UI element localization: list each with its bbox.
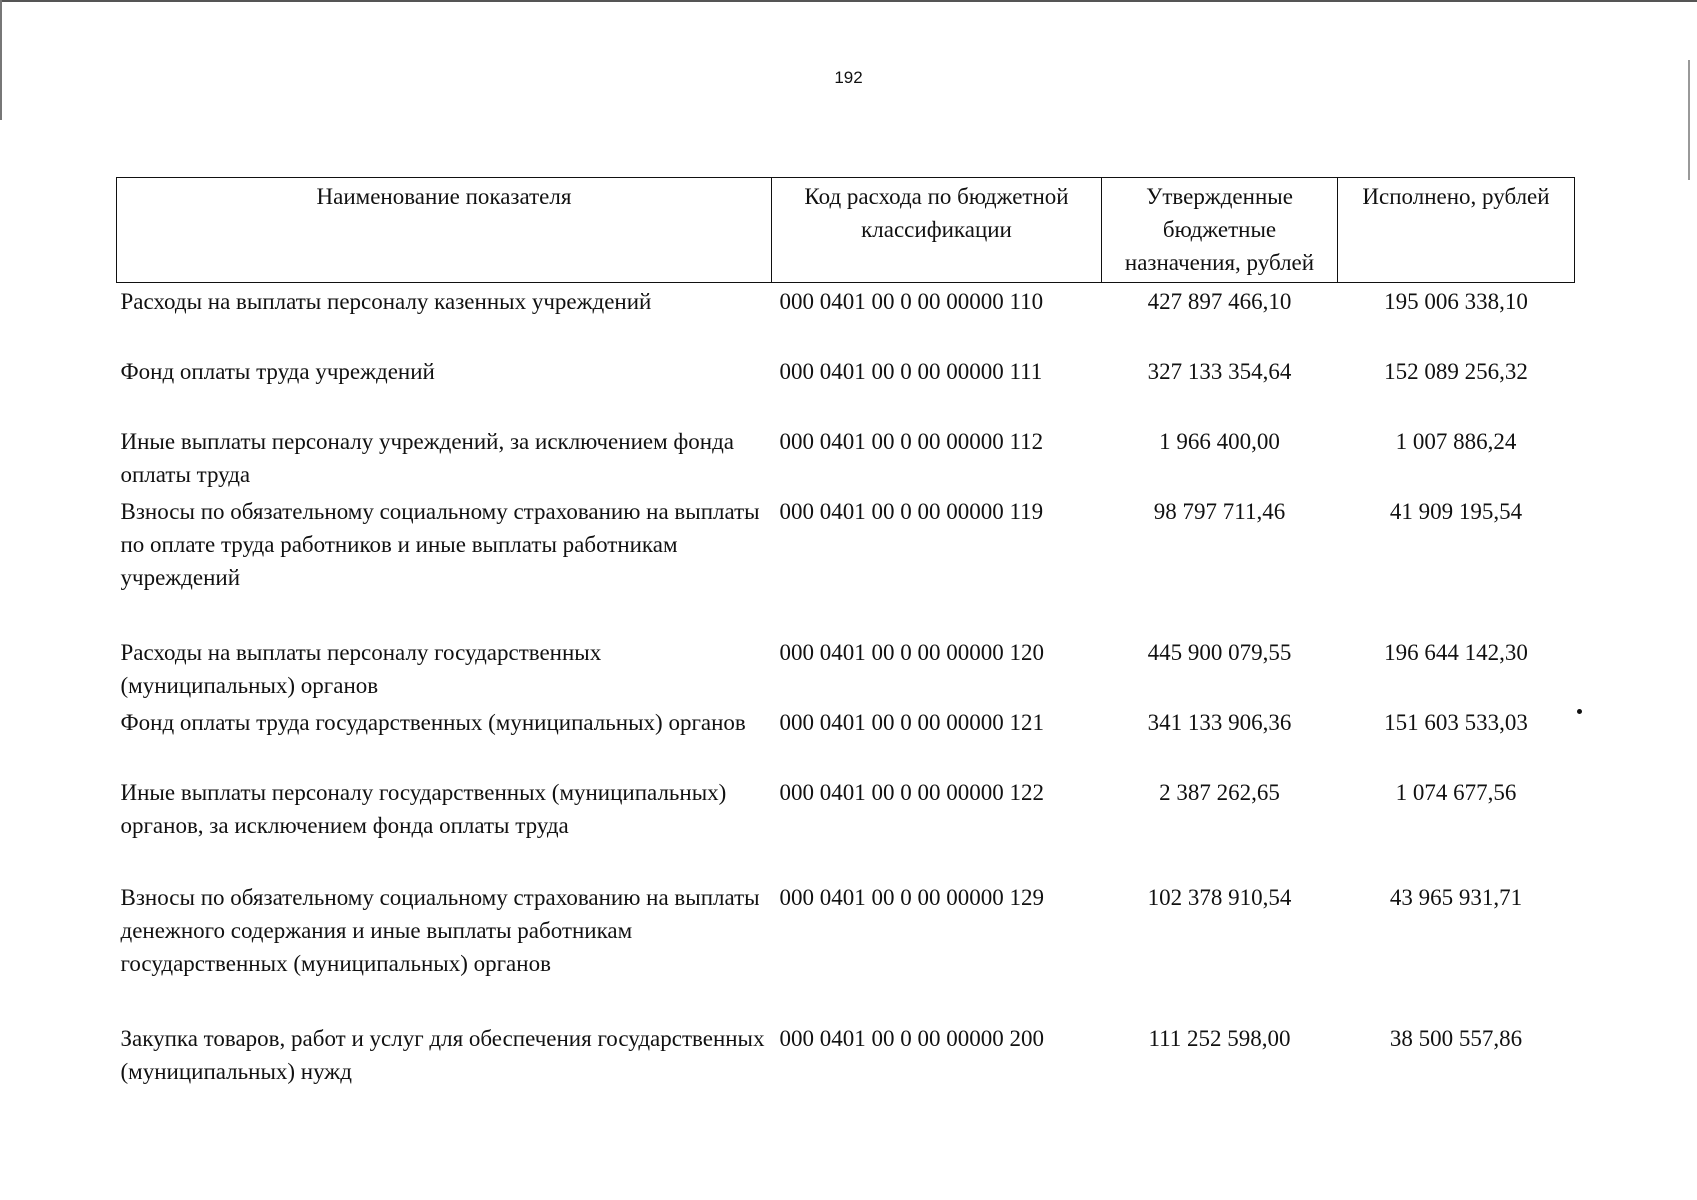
scan-speck xyxy=(1577,709,1582,714)
executed-amount: 1 007 886,24 xyxy=(1395,429,1517,454)
executed-amount: 152 089 256,32 xyxy=(1384,359,1528,384)
table-row xyxy=(117,283,1575,356)
scan-edge-left xyxy=(0,0,2,120)
page-number: 192 xyxy=(834,68,863,87)
header-budget-code: Код расхода по бюджетной классификации xyxy=(772,178,1102,283)
table-row xyxy=(117,1022,1575,1092)
approved-amount: 111 252 598,00 xyxy=(1148,1026,1291,1051)
approved-amount: 427 897 466,10 xyxy=(1147,289,1292,314)
table-row xyxy=(117,355,1575,425)
scan-edge-top xyxy=(0,0,1697,2)
executed-amount: 151 603 533,03 xyxy=(1384,710,1528,735)
header-executed-amount: Исполнено, рублей xyxy=(1338,178,1575,283)
approved-amount: 1 966 400,00 xyxy=(1159,429,1280,454)
approved-amount: 98 797 711,46 xyxy=(1153,499,1286,524)
table-row xyxy=(117,881,1575,1022)
approved-amount: 445 900 079,55 xyxy=(1147,640,1292,665)
budget-code: 000 0401 00 0 00 00000 122 xyxy=(779,780,1044,805)
indicator-name: Расходы на выплаты персоналу казенных учреждений xyxy=(120,289,652,314)
table-row xyxy=(117,425,1575,495)
indicator-name: Закупка товаров, работ и услуг для обеспечения государственных (муниципальных) нужд xyxy=(120,1026,765,1084)
indicator-name: Взносы по обязательному социальному страхованию на выплаты по оплате труда работников и иные выплаты работникам учреждений xyxy=(120,499,760,590)
approved-amount: 327 133 354,64 xyxy=(1147,359,1292,384)
budget-code: 000 0401 00 0 00 00000 120 xyxy=(779,640,1044,665)
budget-code: 000 0401 00 0 00 00000 112 xyxy=(779,429,1044,454)
executed-amount: 1 074 677,56 xyxy=(1395,780,1517,805)
table-header-row xyxy=(117,178,1575,283)
indicator-name: Фонд оплаты труда государственных (муниципальных) органов xyxy=(120,710,746,735)
executed-amount: 38 500 557,86 xyxy=(1389,1026,1523,1051)
approved-amount: 2 387 262,65 xyxy=(1159,780,1280,805)
budget-code: 000 0401 00 0 00 00000 110 xyxy=(779,289,1044,314)
table-row xyxy=(117,495,1575,636)
header-approved-amount: Утвержденные бюджетные назначения, рублей xyxy=(1102,178,1338,283)
indicator-name: Расходы на выплаты персоналу государственных (муниципальных) органов xyxy=(120,640,602,698)
approved-amount: 102 378 910,54 xyxy=(1147,885,1292,910)
executed-amount: 41 909 195,54 xyxy=(1389,499,1523,524)
executed-amount: 195 006 338,10 xyxy=(1384,289,1528,314)
indicator-name: Фонд оплаты труда учреждений xyxy=(120,359,435,384)
executed-amount: 43 965 931,71 xyxy=(1389,885,1523,910)
executed-amount: 196 644 142,30 xyxy=(1384,640,1528,665)
budget-expenditure-table xyxy=(116,177,1575,1092)
indicator-name: Иные выплаты персоналу государственных (муниципальных) органов, за исключением фонда оплаты труда xyxy=(120,780,727,838)
indicator-name: Взносы по обязательному социальному страхованию на выплаты денежного содержания и иные выплаты работникам государственных (муниципальных) органов xyxy=(120,885,760,976)
table-row xyxy=(117,636,1575,706)
table-row xyxy=(117,776,1575,881)
budget-code: 000 0401 00 0 00 00000 200 xyxy=(779,1026,1044,1051)
budget-code: 000 0401 00 0 00 00000 119 xyxy=(779,499,1044,524)
table-row xyxy=(117,706,1575,776)
budget-code: 000 0401 00 0 00 00000 129 xyxy=(779,885,1044,910)
indicator-name: Иные выплаты персоналу учреждений, за исключением фонда оплаты труда xyxy=(120,429,735,487)
approved-amount: 341 133 906,36 xyxy=(1147,710,1292,735)
header-indicator-name: Наименование показателя xyxy=(117,178,772,283)
budget-code: 000 0401 00 0 00 00000 111 xyxy=(779,359,1043,384)
table-body xyxy=(117,283,1575,1093)
budget-code: 000 0401 00 0 00 00000 121 xyxy=(779,710,1044,735)
table-header xyxy=(117,178,1575,283)
